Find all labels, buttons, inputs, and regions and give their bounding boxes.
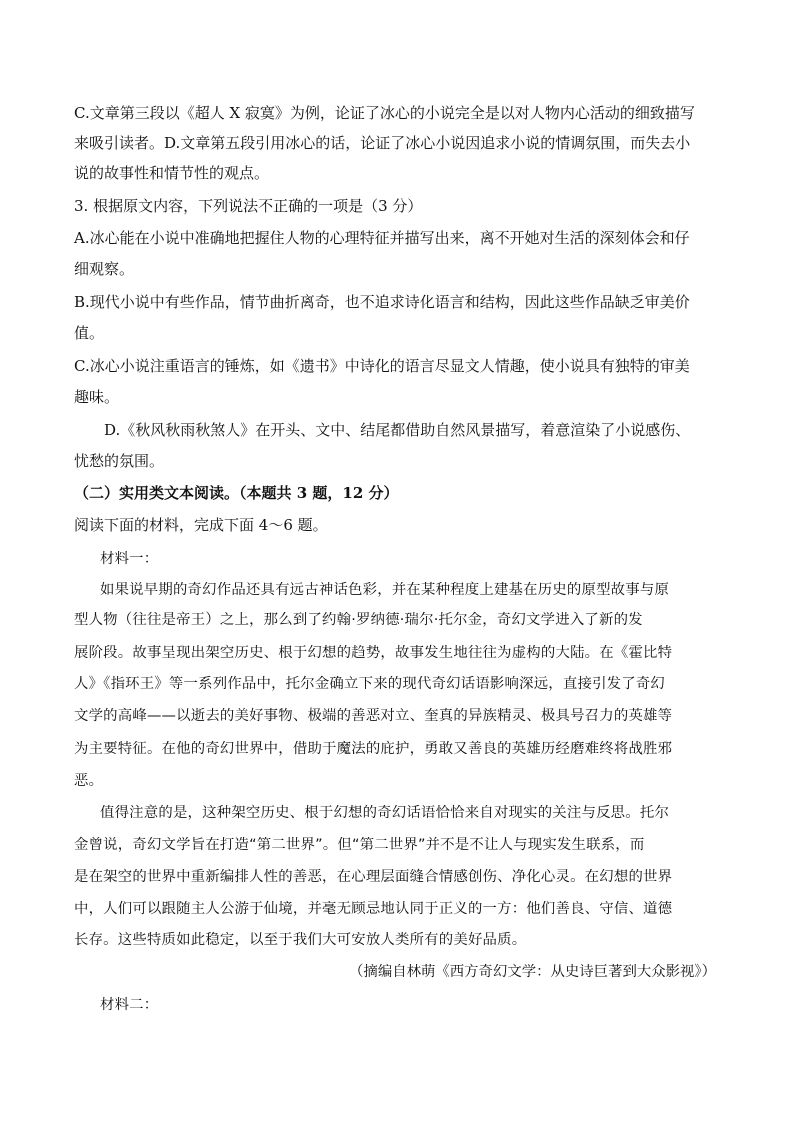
q3-option-d-line-1: D.《秋风秋雨秋煞人》在开头、文中、结尾都借助自然风景描写，着意渲染了小说感伤、 [104,421,691,439]
material-1-label: 材料一： [100,551,159,567]
material-1-para-2-line-5: 长存。这些特质如此稳定，以至于我们大可安放人类所有的美好品质。 [74,932,527,948]
q3-option-c-line-2: 趣味。 [74,388,120,406]
q3-option-a-line-1: A.冰心能在小说中准确地把握住人物的心理特征并描写出来，离不开她对生活的深刻体会和仔 [74,229,690,247]
option-c-line-1: C.文章第三段以《超人 X 寂寞》为例，论证了冰心的小说完全是以对人物内心活动的细致描写 [74,104,695,122]
material-1-para-1-line-6: 为主要特征。在他的奇幻世界中，借助于魔法的庇护，勇敢又善良的英雄历经磨难终将战胜邪 [74,741,673,757]
material-1-para-2-line-3: 是在架空的世界中重新编排人性的善恶，在心理层面缝合情感创伤、净化心灵。在幻想的世界 [74,869,673,885]
material-1-para-1-line-7: 恶。 [74,773,104,789]
material-1-para-2-line-1: 值得注意的是，这种架空历史、根于幻想的奇幻话语恰恰来自对现实的关注与反思。托尔 [100,805,670,821]
question-3-stem: 3. 根据原文内容，下列说法不正确的一项是（3 分） [74,197,423,215]
option-d-line-2: 说的故事性和情节性的观点。 [74,164,270,182]
material-1-para-1-line-1: 如果说早期的奇幻作品还具有远古神话色彩，并在某种程度上建基在历史的原型故事与原 [100,582,670,598]
material-1-para-1-line-2: 型人物（往往是帝王）之上，那么到了约翰·罗纳德·瑞尔·托尔金，奇幻文学进入了新的发 [74,612,643,628]
option-d-line-1: 来吸引读者。D.文章第五段引用冰心的话，论证了冰心小说因追求小说的情调氛围，而失去小 [74,134,691,152]
q3-option-b-line-2: 值。 [74,324,105,342]
material-1-para-1-line-5: 文学的高峰——以逝去的美好事物、极端的善恶对立、奎真的异族精灵、极具号召力的英雄等 [74,708,673,724]
material-1-para-2-line-4: 中，人们可以跟随主人公游于仙境，并毫无顾忌地认同于正义的一方：他们善良、守信、道德 [74,901,673,917]
q3-option-a-line-2: 细观察。 [74,260,135,278]
material-1-para-1-line-3: 展阶段。故事呈现出架空历史、根于幻想的趋势，故事发生地往往为虚构的大陆。在《霍比特 [74,645,673,661]
section-heading: （二）实用类文本阅读。（本题共 3 题，12 分） [74,484,399,502]
q3-option-d-line-2: 忧愁的氛围。 [74,452,165,470]
material-1-para-2-line-2: 金曾说，奇幻文学旨在打造“第二世界”。但“第二世界”并不是不让人与现实发生联系，而 [74,837,645,853]
q3-option-c-line-1: C.冰心小说注重语言的锤炼，如《遗书》中诗化的语言尽显文人情趣，使小说具有独特的审美 [74,357,690,375]
reading-instruction: 阅读下面的材料，完成下面 4～6 题。 [74,516,328,534]
q3-option-b-line-1: B.现代小说中有些作品，情节曲折离奇，也不追求诗化语言和结构，因此这些作品缺乏审美价 [74,293,690,311]
material-1-source: （摘编自林萌《西方奇幻文学：从史诗巨著到大众影视》） [349,964,716,980]
material-2-label: 材料二： [100,997,159,1013]
material-1-para-1-line-4: 人》《指环王》等一系列作品中，托尔金确立下来的现代奇幻话语影响深远，直接引发了奇幻 [74,676,666,692]
